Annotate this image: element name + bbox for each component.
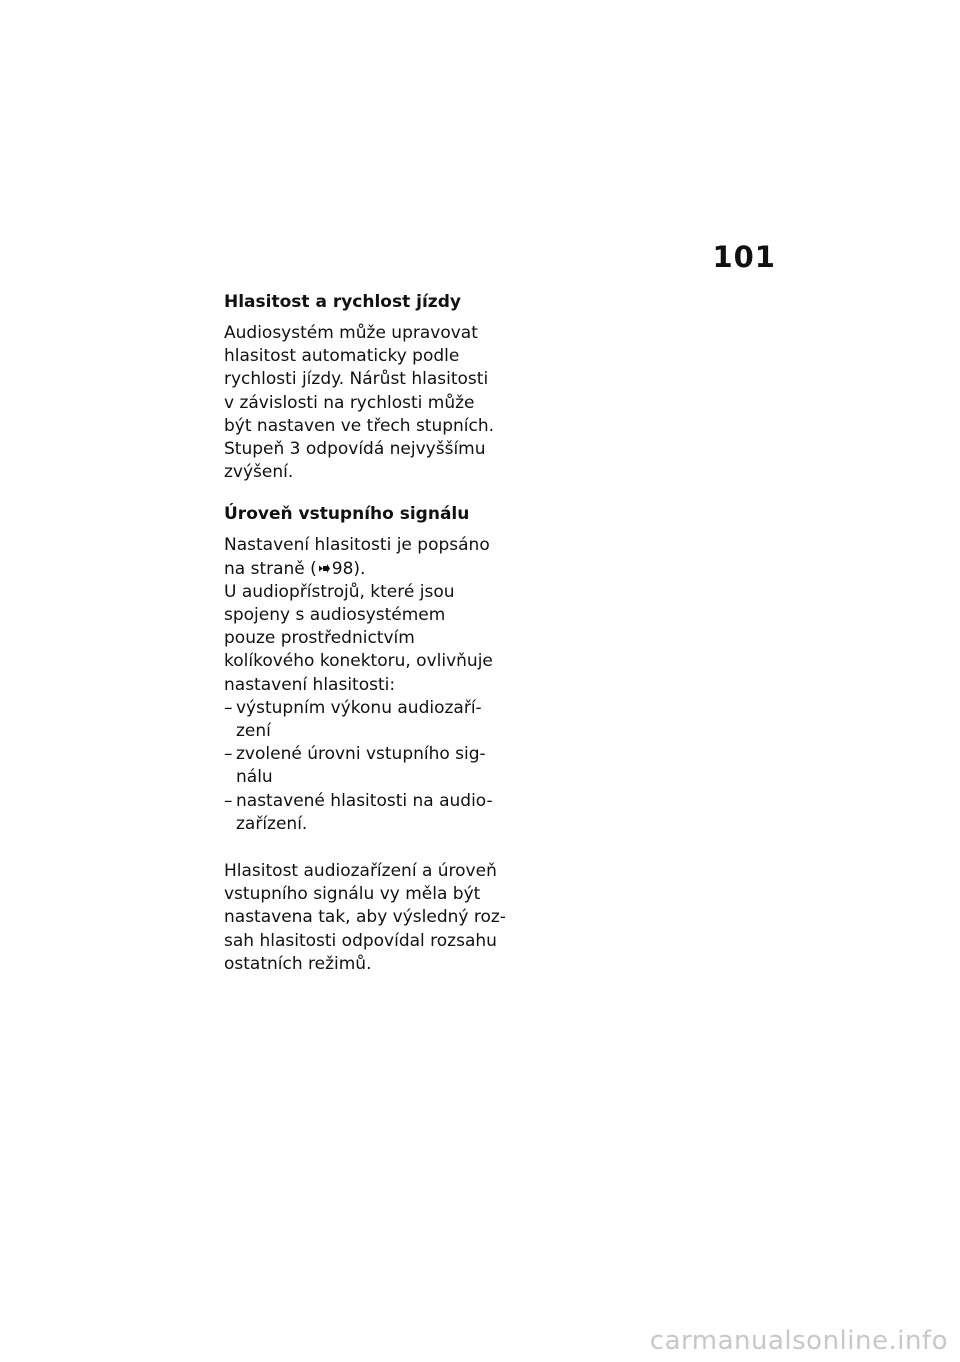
list-item-line: zení [236,721,271,742]
reference-prefix: na straně ( [224,558,317,579]
paragraph-line: nastavení hlasitosti: [224,674,396,695]
paragraph-line: Nastavení hlasitosti je popsáno [224,535,490,556]
list-bullet: – [224,744,233,765]
paragraph-line: spojeny s audiosystémem [224,605,446,626]
reference-page-link[interactable]: 98). [331,558,366,579]
paragraph-line: být nastaven ve třech stupních. [224,415,495,436]
list-item [224,697,504,743]
paragraph-line: U audiopřístrojů, které jsou [224,581,455,602]
list-item-line: výstupním výkonu audiozaří- [236,697,482,718]
page-reference-arrow-icon [319,564,330,573]
text-column [224,290,504,976]
paragraph-line: Stupeň 3 odpovídá nejvyššímu [224,439,486,460]
closing-paragraph [224,860,504,976]
paragraph-line: ostatních režimů. [224,953,372,974]
section-paragraph-input-signal [224,534,504,696]
section-paragraph-speed-volume [224,322,504,484]
list-item-line: nálu [236,767,273,788]
list-item [224,790,504,836]
list-item [224,743,504,789]
affecting-factors-list [224,697,504,836]
list-item-line: zařízení. [236,813,308,834]
list-item-line: zvolené úrovni vstupního sig- [236,744,486,765]
section-heading-input-signal: Úroveň vstupního signálu [224,504,470,525]
paragraph-line: sah hlasitosti odpovídal rozsahu [224,930,497,951]
paragraph-line: zvýšení. [224,462,294,483]
paragraph-line: v závislosti na rychlosti může [224,392,475,413]
list-bullet: – [224,697,233,718]
paragraph-line: Hlasitost audiozařízení a úroveň [224,861,497,882]
list-bullet: – [224,790,233,811]
paragraph-line: rychlosti jízdy. Nárůst hlasitosti [224,369,489,390]
page-number: 101 [712,240,776,274]
paragraph-line: vstupního signálu vy měla být [224,884,481,905]
section-heading-speed-volume: Hlasitost a rychlost jízdy [224,292,461,312]
list-item-line: nastavené hlasitosti na audio- [236,790,493,811]
watermark: carmanualsonline.info [649,1326,948,1356]
paragraph-line: nastavena tak, aby výsledný roz- [224,907,506,928]
paragraph-line: hlasitost automaticky podle [224,346,460,367]
paragraph-line: kolíkového konektoru, ovlivňuje [224,651,493,672]
paragraph-line: pouze prostřednictvím [224,628,415,649]
page-reference-line [224,558,504,581]
paragraph-line: Audiosystém může upravovat [224,323,478,343]
